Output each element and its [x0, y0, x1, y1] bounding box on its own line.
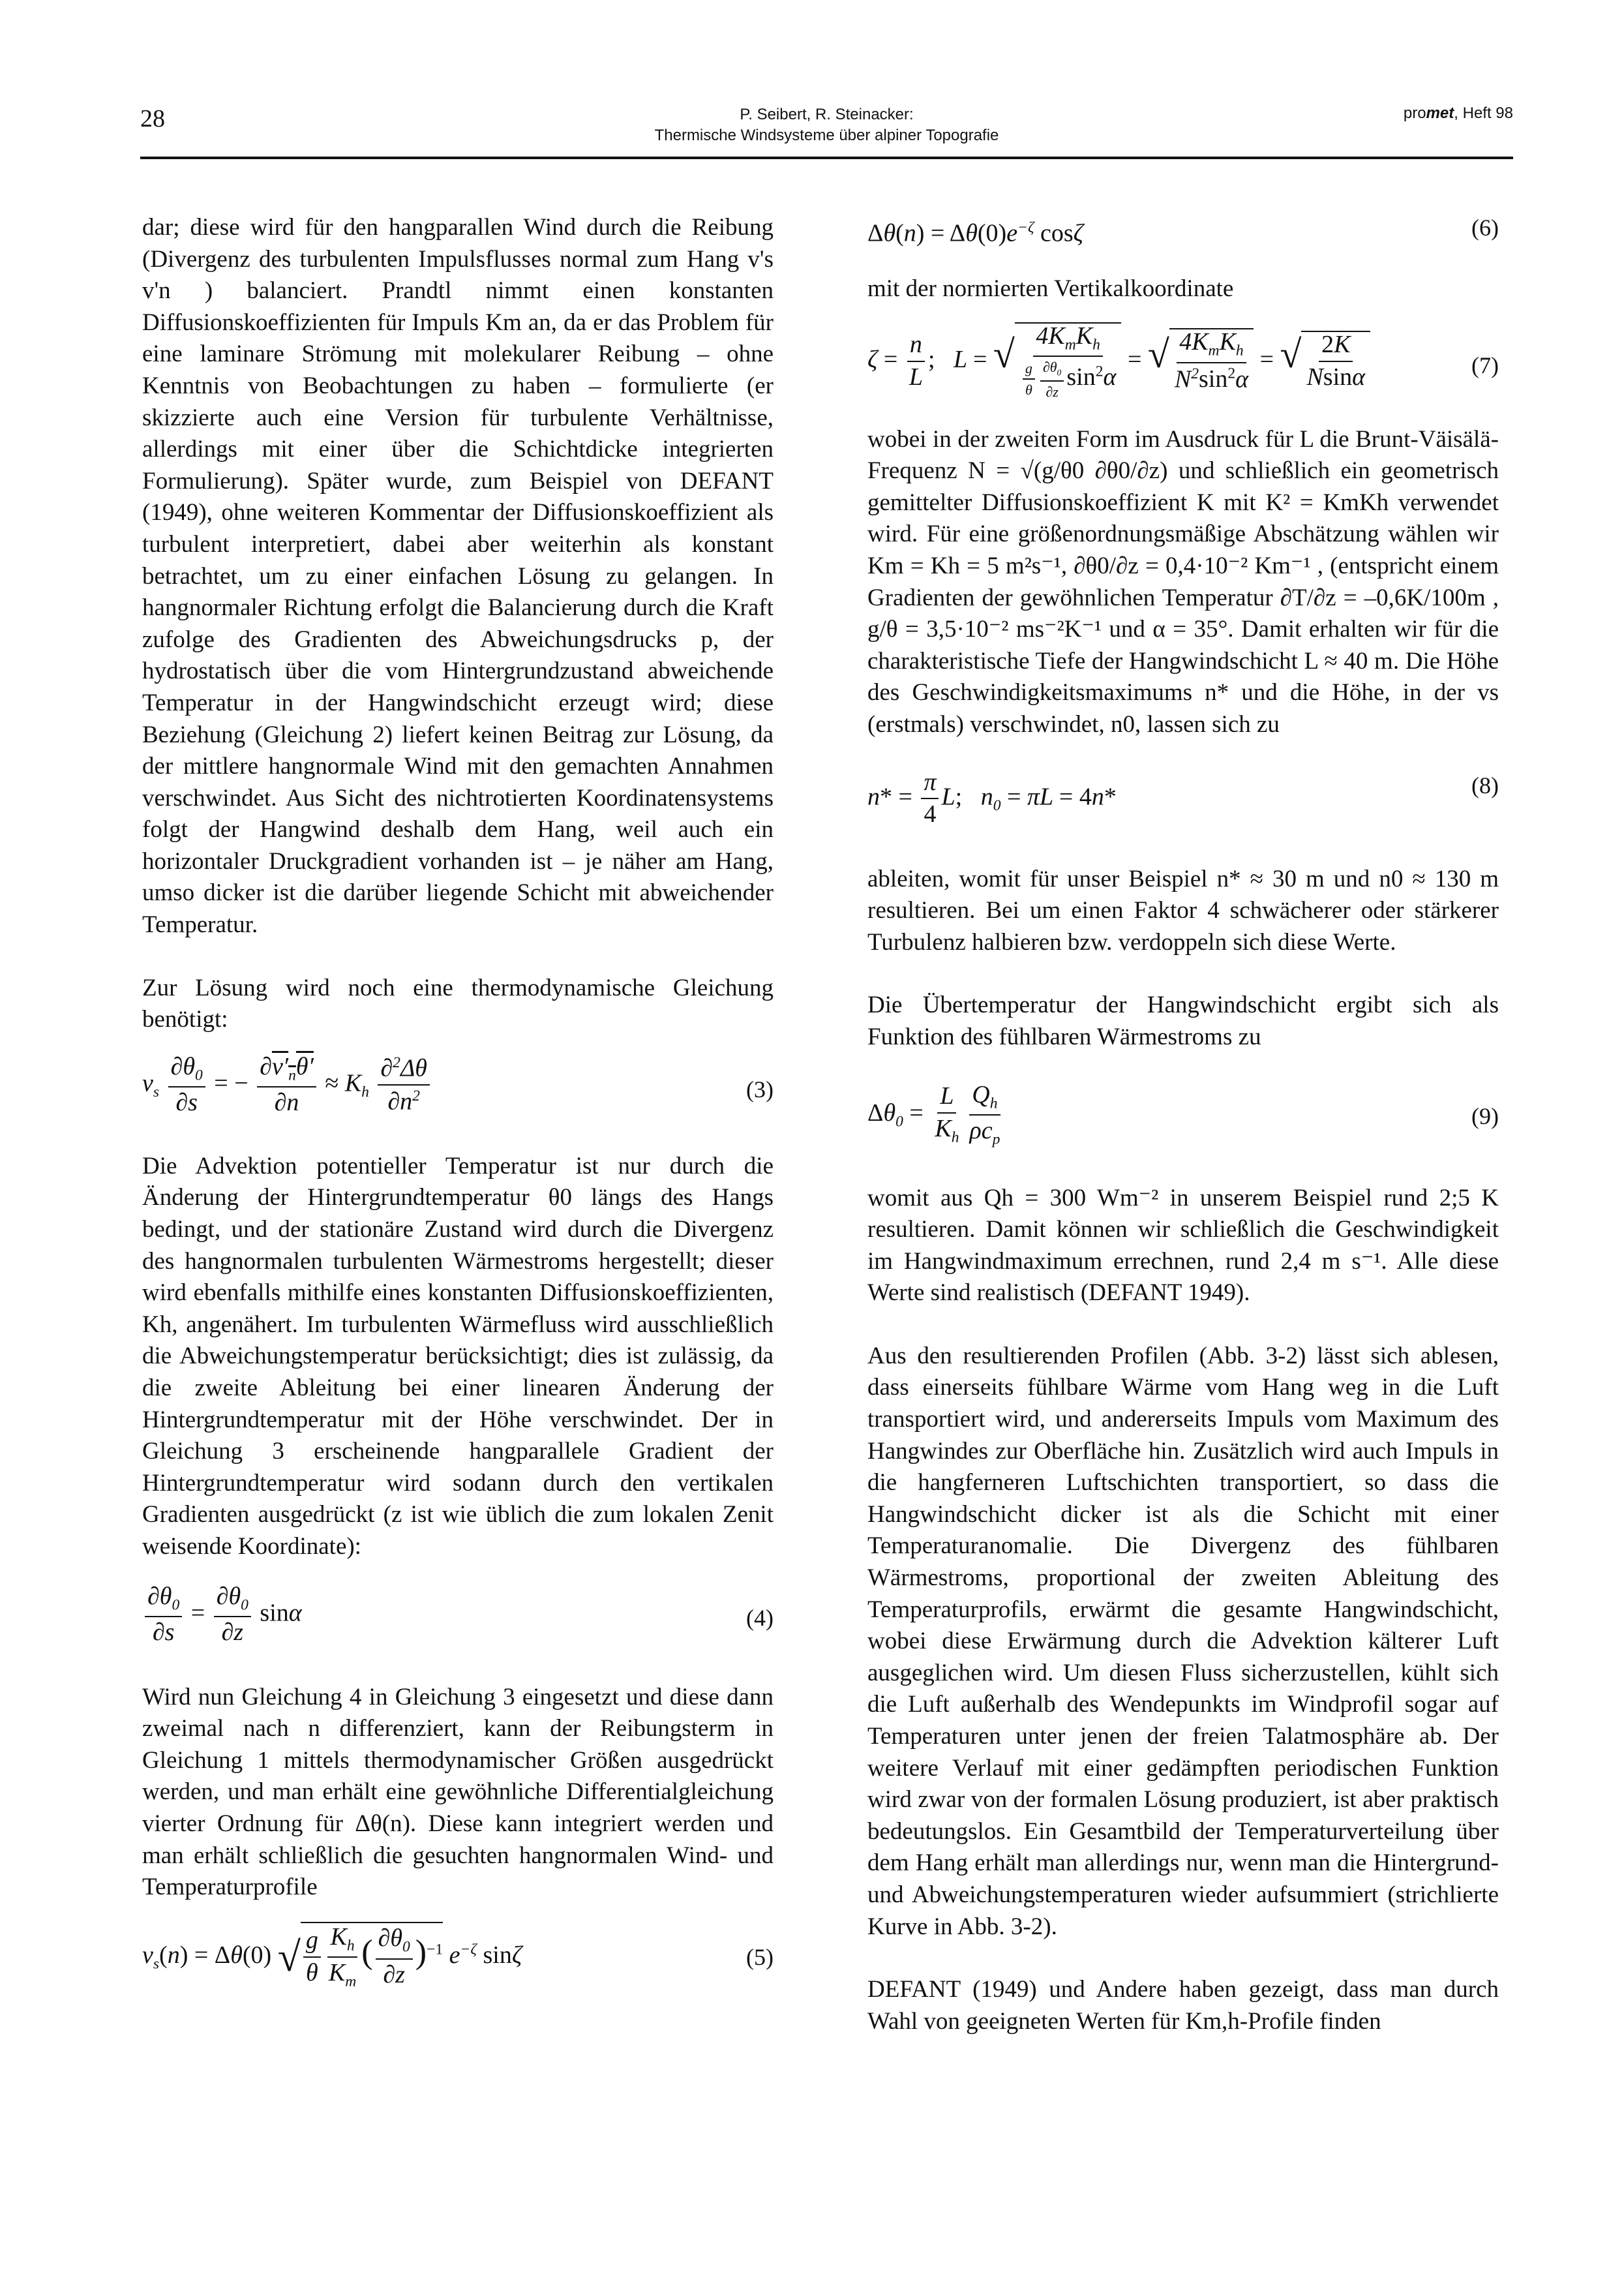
journal-issue: [1404, 104, 1513, 123]
right-paragraph-3: ableiten, womit für unser Beispiel n* ≈ 30 m und n0 ≈ 130 m resultieren. Bei um einen Faktor 4 schwächerer oder stärkerer Turbulenz halbieren bzw. verdoppeln sich diese Werte.: [867, 865, 1499, 956]
equation-4-number: (4): [746, 1604, 774, 1631]
page-number: 28: [140, 105, 165, 132]
header-title: Thermische Windsysteme über alpiner Topografie: [654, 127, 999, 144]
left-column: [142, 212, 774, 2000]
equation-4: $\frac{\partial\theta_0}{\partial s}$ = $\frac{\partial\theta_0}{\partial z}$ sinα (4): [142, 1584, 774, 1662]
right-paragraph-1: mit der normierten Vertikalkoordinate: [867, 275, 1234, 302]
equation-8-number: (8): [1471, 772, 1499, 798]
equation-6: $\Delta\theta(n) = \Delta\theta(0)e^{-\zeta}$ cosζ (6): [867, 212, 1499, 251]
right-paragraph-5: womit aus Qh = 300 Wm⁻² in unserem Beispiel rund 2;5 K resultieren. Damit können wir schließlich die Geschwindigkeit im Hangwindmaximum errechnen, rund 2,4 m s⁻¹. Alle diese Werte sind realistisch (DEFANT 1949).: [867, 1184, 1499, 1307]
equation-9-number: (9): [1471, 1102, 1499, 1129]
right-paragraph-6: Aus den resultierenden Profilen (Abb. 3-2) lässt sich ablesen, dass einerseits fühlbare Wärme vom Hang weg in die Luft transportiert wird, und andererseits Impuls vom Maximum des Hangwindes zur Oberfläche hin. Zusätzlich wird auch Impuls in die hangferneren Luftschichten transportiert, so dass die Hangwindschicht dicker ist als die Schicht mit einer Temperaturanomalie. Die Divergenz des fühlbaren Wärmestroms, proportional der zweiten Ableitung des Temperaturprofils, erwärmt die gesamte Hangwindschicht, wobei diese Erwärmung durch die Advektion kälterer Luft ausgeglichen wird. Um diesen Fluss sicherzustellen, kühlt sich die Luft außerhalb des Wendepunkts im Windprofil sogar auf Temperaturen unter jenen der freien Talatmosphäre ab. Der weitere Verlauf mit einer gedämpften periodischen Funktion wird zwar von der formalen Lösung produziert, ist aber praktisch bedeutungslos. Ein Gesamtbild der Temperaturverteilung über dem Hang erhält man allerdings nur, wenn man die Hintergrund- und Abweichungstemperaturen wieder aufsummiert (strichlierte Kurve in Abb. 3-2).: [867, 1342, 1499, 1940]
equation-8: n* = $\frac{\pi}{4}$ L; $n_0 = \pi L = 4n*$ (8): [867, 768, 1499, 828]
header-rule: [140, 157, 1513, 159]
journal-pro: pro: [1403, 104, 1426, 122]
journal-met: met: [1426, 104, 1454, 122]
equation-6-number: (6): [1471, 215, 1499, 241]
right-paragraph-7: DEFANT (1949) und Andere haben gezeigt, dass man durch Wahl von geeigneten Werten für Km,h-Profile finden: [867, 1976, 1499, 2035]
page-header: [140, 104, 1513, 157]
equation-3: $v_s$ $\frac{\partial\theta_0}{\partial s}$ = − $\frac{\partial v'_n\theta'}{\partial n}$ ≈ $K_h$ $\frac{\partial^2\Delta\theta}{\partial n^2}$ (3): [142, 1052, 774, 1117]
equation-5-number: (5): [746, 1943, 774, 1970]
equation-7-number: (7): [1471, 352, 1499, 378]
left-paragraph-2: Zur Lösung wird noch eine thermodynamische Gleichung benötigt:: [142, 974, 774, 1033]
running-title: [140, 104, 1513, 146]
equation-3-number: (3): [746, 1076, 774, 1102]
journal-heft: , Heft 98: [1454, 104, 1513, 122]
left-paragraph-4: Wird nun Gleichung 4 in Gleichung 3 eingesetzt und diese dann zweimal nach n differenziert, kann der Reibungsterm in Gleichung 1 mittels thermodynamischer Größen ausgedrückt werden, und man erhält eine gewöhnliche Differentialgleichung vierter Ordnung für Δθ(n). Diese kann integriert werden und man erhält schließlich die gesuchten hangnormalen Wind- und Temperaturprofile: [142, 1683, 774, 1901]
header-authors: P. Seibert, R. Steinacker:: [740, 106, 914, 123]
right-paragraph-4: Die Übertemperatur der Hangwindschicht ergibt sich als Funktion des fühlbaren Wärmestroms zu: [867, 992, 1499, 1050]
left-paragraph-1: dar; diese wird für den hangparallen Wind durch die Reibung (Divergenz des turbulenten Impulsflusses normal zum Hang v's v'n ) balanciert. Prandtl nimmt einen konstanten Diffusionskoeffizienten für Impuls Km an, da er das Problem für eine laminare Strömung mit molekularer Reibung – ohne Kenntnis von Beobachtungen zu haben – formulierte (er skizzierte auch eine Version für turbulente Verhältnisse, allerdings mit einer über die Schichtdicke integrierten Formulierung). Später wurde, zum Beispiel von DEFANT (1949), ohne weiteren Kommentar der Diffusionskoeffizient als turbulent interpretiert, dabei aber weiterhin als konstant betrachtet, um zu einer einfachen Lösung zu gelangen. In hangnormaler Richtung erfolgt die Balancierung durch die Kraft zufolge des Gradienten des Abweichungsdrucks p, der hydrostatisch über die vom Hintergrundzustand abweichende Temperatur in der Hangwindschicht erzeugt wird; diese Beziehung (Gleichung 2) liefert keinen Beitrag zur Lösung, da der mittlere hangnormale Wind mit den gemachten Annahmen verschwindet. Aus Sicht des nichtrotierten Koordinatensystems folgt der Hangwind deshalb dem Hang, weil auch ein horizontaler Druckgradient vorhanden ist – je näher am Hang, umso dicker ist die darüber liegende Schicht mit abweichender Temperatur.: [142, 214, 774, 939]
left-paragraph-3: Die Advektion potentieller Temperatur ist nur durch die Änderung der Hintergrundtemperatur θ0 längs des Hangs bedingt, und der stationäre Zustand wird durch die Divergenz des hangnormalen turbulenten Wärmestroms hergestellt; dieser wird ebenfalls mithilfe eines konstanten Diffusionskoeffizienten, Kh, angenähert. Im turbulenten Wärmefluss wird ausschließlich die Abweichungstemperatur berücksichtigt; dies ist zulässig, da die zweite Ableitung bei einer linearen Änderung der Hintergrundtemperatur mit der Höhe verschwindet. Der in Gleichung 3 erscheinende hangparallele Gradient der Hintergrundtemperatur wird sodann durch den vertikalen Gradienten ausgedrückt (z ist wie üblich die zum lokalen Zenit weisende Koordinate):: [142, 1152, 774, 1560]
equation-5: $v_s(n) = \Delta\theta(0)$ √ $\frac{g}{\theta}$ $\frac{K_h}{K_m}$ ( $\frac{\partial\theta_0}{\partial z}$ )$^{-1}$ $e^{-\zeta}$ sinζ (5): [142, 1923, 774, 1990]
equation-7: ζ = $\frac{n}{L}$ ; L = √ $4K_mK_h$ $\frac{g}{\theta}$ $\frac{\partial\theta_0}{\partial z}$ $\sin^2\alpha$ = √ $\frac{4K_mK_h}{N^2\sin^2\alpha}$ = √ $\frac{2K}{Nsin\alpha}$ (7): [867, 322, 1499, 400]
right-paragraph-2: wobei in der zweiten Form im Ausdruck für L die Brunt-Väisälä-Frequenz N = √(g/θ0 ∂θ0/∂z) und schließlich ein geometrisch gemittelter Diffusionskoeffizient K mit K² = KmKh verwendet wird. Für eine größenordnungsmäßige Abschätzung wählen wir Km = Kh = 5 m²s⁻¹, ∂θ0/∂z = 0,4·10⁻² Km⁻¹ , (entspricht einem Gradienten der gewöhnlichen Temperatur ∂T/∂z = –0,6K/100m , g/θ = 3,5·10⁻² ms⁻²K⁻¹ und α = 35°. Damit erhalten wir für die charakteristische Tiefe der Hangwindschicht L ≈ 40 m. Die Höhe des Geschwindigkeitsmaximums n* und die Höhe, in der vs (erstmals) verschwindet, n0, lassen sich zu: [867, 425, 1499, 738]
right-column: [867, 212, 1499, 2037]
equation-9: $\Delta\theta_0$ = $\frac{L}{K_h}$ $\frac{Q_h}{\rho c_p}$ (9): [867, 1080, 1499, 1148]
